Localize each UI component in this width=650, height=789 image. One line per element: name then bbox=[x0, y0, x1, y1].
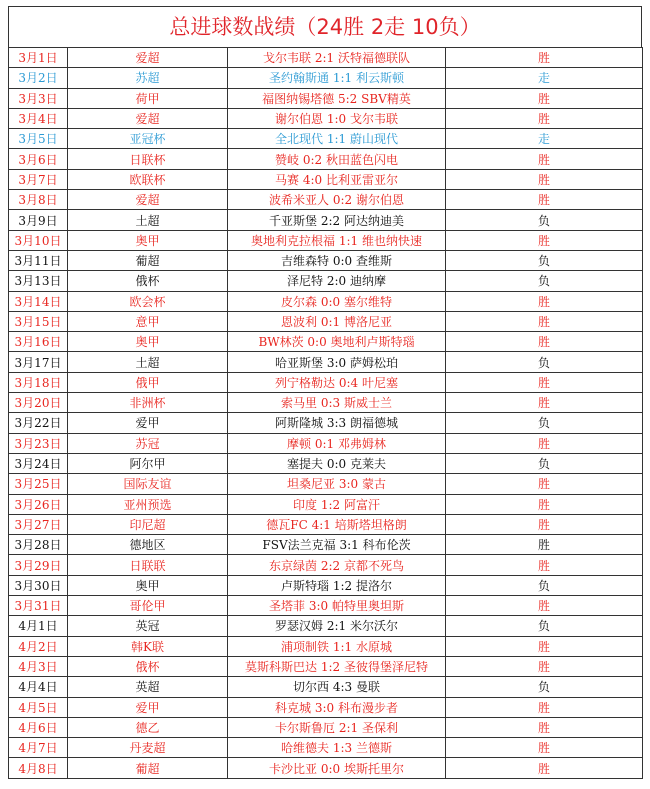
result-cell: 负 bbox=[446, 250, 643, 270]
league-cell: 哥伦甲 bbox=[68, 596, 228, 616]
match-cell: 吉维森特 0:0 查维斯 bbox=[228, 250, 446, 270]
date-cell: 3月15日 bbox=[9, 311, 68, 331]
table-row bbox=[9, 717, 643, 737]
league-cell: 爱超 bbox=[68, 190, 228, 210]
league-cell: 德地区 bbox=[68, 535, 228, 555]
league-cell: 意甲 bbox=[68, 311, 228, 331]
match-cell: 塞提夫 0:0 克莱夫 bbox=[228, 453, 446, 473]
result-cell: 胜 bbox=[446, 555, 643, 575]
match-cell: 谢尔伯恩 1:0 戈尔韦联 bbox=[228, 108, 446, 128]
league-cell: 亚冠杯 bbox=[68, 129, 228, 149]
table-row bbox=[9, 413, 643, 433]
date-cell: 3月6日 bbox=[9, 149, 68, 169]
date-cell: 3月27日 bbox=[9, 514, 68, 534]
match-cell: 索马里 0:3 斯威士兰 bbox=[228, 393, 446, 413]
table-row bbox=[9, 311, 643, 331]
result-cell: 胜 bbox=[446, 494, 643, 514]
league-cell: 俄甲 bbox=[68, 372, 228, 392]
league-cell: 日联杯 bbox=[68, 149, 228, 169]
league-cell: 英超 bbox=[68, 677, 228, 697]
match-cell: 印度 1:2 阿富汗 bbox=[228, 494, 446, 514]
table-row bbox=[9, 474, 643, 494]
match-cell: 马赛 4:0 比利亚雷亚尔 bbox=[228, 169, 446, 189]
result-cell: 负 bbox=[446, 575, 643, 595]
match-cell: 皮尔森 0:0 塞尔维特 bbox=[228, 291, 446, 311]
date-cell: 3月26日 bbox=[9, 494, 68, 514]
league-cell: 亚州预选 bbox=[68, 494, 228, 514]
league-cell: 荷甲 bbox=[68, 88, 228, 108]
date-cell: 3月16日 bbox=[9, 332, 68, 352]
table-row bbox=[9, 352, 643, 372]
date-cell: 3月4日 bbox=[9, 108, 68, 128]
league-cell: 欧会杯 bbox=[68, 291, 228, 311]
league-cell: 葡超 bbox=[68, 758, 228, 778]
date-cell: 3月10日 bbox=[9, 230, 68, 250]
date-cell: 3月8日 bbox=[9, 190, 68, 210]
match-cell: 摩顿 0:1 邓弗姆林 bbox=[228, 433, 446, 453]
league-cell: 欧联杯 bbox=[68, 169, 228, 189]
league-cell: 阿尔甲 bbox=[68, 453, 228, 473]
match-cell: 奥地利克拉根福 1:1 维也纳快速 bbox=[228, 230, 446, 250]
table-row bbox=[9, 230, 643, 250]
result-cell: 胜 bbox=[446, 474, 643, 494]
date-cell: 3月2日 bbox=[9, 68, 68, 88]
date-cell: 4月5日 bbox=[9, 697, 68, 717]
date-cell: 3月28日 bbox=[9, 535, 68, 555]
result-cell: 胜 bbox=[446, 88, 643, 108]
league-cell: 俄杯 bbox=[68, 656, 228, 676]
result-cell: 胜 bbox=[446, 169, 643, 189]
league-cell: 奥甲 bbox=[68, 332, 228, 352]
result-cell: 胜 bbox=[446, 717, 643, 737]
league-cell: 日联联 bbox=[68, 555, 228, 575]
date-cell: 3月25日 bbox=[9, 474, 68, 494]
match-cell: 赞岐 0:2 秋田蓝色闪电 bbox=[228, 149, 446, 169]
result-cell: 胜 bbox=[446, 535, 643, 555]
result-cell: 胜 bbox=[446, 48, 643, 68]
table-row bbox=[9, 169, 643, 189]
match-cell: 哈亚斯堡 3:0 萨姆松珀 bbox=[228, 352, 446, 372]
match-cell: 卢斯特瑙 1:2 提洛尔 bbox=[228, 575, 446, 595]
result-cell: 胜 bbox=[446, 433, 643, 453]
record-sheet bbox=[8, 6, 642, 779]
match-cell: 列宁格勒达 0:4 叶尼塞 bbox=[228, 372, 446, 392]
league-cell: 奥甲 bbox=[68, 230, 228, 250]
match-cell: 圣约翰斯通 1:1 利云斯顿 bbox=[228, 68, 446, 88]
date-cell: 3月30日 bbox=[9, 575, 68, 595]
match-cell: 福图纳锡塔德 5:2 SBV精英 bbox=[228, 88, 446, 108]
table-row bbox=[9, 535, 643, 555]
table-row bbox=[9, 596, 643, 616]
league-cell: 土超 bbox=[68, 352, 228, 372]
match-cell: 切尔西 4:3 曼联 bbox=[228, 677, 446, 697]
date-cell: 3月13日 bbox=[9, 271, 68, 291]
league-cell: 葡超 bbox=[68, 250, 228, 270]
result-cell: 胜 bbox=[446, 291, 643, 311]
table-row bbox=[9, 190, 643, 210]
match-cell: 恩波利 0:1 博洛尼亚 bbox=[228, 311, 446, 331]
table-row bbox=[9, 149, 643, 169]
date-cell: 3月22日 bbox=[9, 413, 68, 433]
result-cell: 胜 bbox=[446, 758, 643, 778]
date-cell: 4月1日 bbox=[9, 616, 68, 636]
match-cell: 东京绿茵 2:2 京都不死鸟 bbox=[228, 555, 446, 575]
league-cell: 爱超 bbox=[68, 48, 228, 68]
date-cell: 3月17日 bbox=[9, 352, 68, 372]
page-title: 总进球数战绩（24胜 2走 10负） bbox=[8, 6, 642, 47]
result-cell: 负 bbox=[446, 413, 643, 433]
table-row bbox=[9, 68, 643, 88]
table-row bbox=[9, 494, 643, 514]
table-row bbox=[9, 758, 643, 778]
result-cell: 负 bbox=[446, 271, 643, 291]
league-cell: 丹麦超 bbox=[68, 738, 228, 758]
result-cell: 胜 bbox=[446, 738, 643, 758]
date-cell: 3月20日 bbox=[9, 393, 68, 413]
result-cell: 胜 bbox=[446, 149, 643, 169]
result-cell: 胜 bbox=[446, 656, 643, 676]
league-cell: 德乙 bbox=[68, 717, 228, 737]
table-row bbox=[9, 48, 643, 68]
match-cell: 浦项制铁 1:1 水原城 bbox=[228, 636, 446, 656]
results-table-body bbox=[9, 48, 643, 779]
table-row bbox=[9, 250, 643, 270]
league-cell: 韩K联 bbox=[68, 636, 228, 656]
table-row bbox=[9, 555, 643, 575]
league-cell: 奥甲 bbox=[68, 575, 228, 595]
match-cell: 千亚斯堡 2:2 阿达纳迪美 bbox=[228, 210, 446, 230]
match-cell: 莫斯科斯巴达 1:2 圣彼得堡泽尼特 bbox=[228, 656, 446, 676]
table-row bbox=[9, 656, 643, 676]
result-cell: 负 bbox=[446, 210, 643, 230]
results-table bbox=[8, 47, 643, 779]
result-cell: 走 bbox=[446, 68, 643, 88]
table-row bbox=[9, 433, 643, 453]
league-cell: 国际友谊 bbox=[68, 474, 228, 494]
table-row bbox=[9, 393, 643, 413]
date-cell: 3月24日 bbox=[9, 453, 68, 473]
league-cell: 爱甲 bbox=[68, 413, 228, 433]
result-cell: 胜 bbox=[446, 596, 643, 616]
table-row bbox=[9, 636, 643, 656]
date-cell: 3月3日 bbox=[9, 88, 68, 108]
table-row bbox=[9, 616, 643, 636]
result-cell: 胜 bbox=[446, 636, 643, 656]
date-cell: 3月14日 bbox=[9, 291, 68, 311]
match-cell: 全北现代 1:1 蔚山现代 bbox=[228, 129, 446, 149]
result-cell: 负 bbox=[446, 616, 643, 636]
date-cell: 3月18日 bbox=[9, 372, 68, 392]
league-cell: 印尼超 bbox=[68, 514, 228, 534]
table-row bbox=[9, 108, 643, 128]
league-cell: 爱甲 bbox=[68, 697, 228, 717]
result-cell: 胜 bbox=[446, 514, 643, 534]
match-cell: 圣塔菲 3:0 帕特里奥坦斯 bbox=[228, 596, 446, 616]
table-row bbox=[9, 210, 643, 230]
date-cell: 3月1日 bbox=[9, 48, 68, 68]
result-cell: 负 bbox=[446, 677, 643, 697]
date-cell: 3月23日 bbox=[9, 433, 68, 453]
date-cell: 4月4日 bbox=[9, 677, 68, 697]
table-row bbox=[9, 575, 643, 595]
date-cell: 4月3日 bbox=[9, 656, 68, 676]
result-cell: 胜 bbox=[446, 393, 643, 413]
league-cell: 非洲杯 bbox=[68, 393, 228, 413]
league-cell: 苏冠 bbox=[68, 433, 228, 453]
result-cell: 胜 bbox=[446, 108, 643, 128]
date-cell: 3月29日 bbox=[9, 555, 68, 575]
table-row bbox=[9, 332, 643, 352]
league-cell: 苏超 bbox=[68, 68, 228, 88]
result-cell: 胜 bbox=[446, 190, 643, 210]
league-cell: 爱超 bbox=[68, 108, 228, 128]
match-cell: 卡沙比亚 0:0 埃斯托里尔 bbox=[228, 758, 446, 778]
result-cell: 胜 bbox=[446, 311, 643, 331]
match-cell: FSV法兰克福 3:1 科布伦茨 bbox=[228, 535, 446, 555]
date-cell: 4月8日 bbox=[9, 758, 68, 778]
date-cell: 3月5日 bbox=[9, 129, 68, 149]
table-row bbox=[9, 697, 643, 717]
match-cell: 阿斯隆城 3:3 朗福德城 bbox=[228, 413, 446, 433]
table-row bbox=[9, 738, 643, 758]
date-cell: 3月31日 bbox=[9, 596, 68, 616]
match-cell: 坦桑尼亚 3:0 蒙古 bbox=[228, 474, 446, 494]
match-cell: 波希米亚人 0:2 谢尔伯恩 bbox=[228, 190, 446, 210]
table-row bbox=[9, 291, 643, 311]
table-row bbox=[9, 271, 643, 291]
table-row bbox=[9, 129, 643, 149]
table-row bbox=[9, 453, 643, 473]
date-cell: 4月6日 bbox=[9, 717, 68, 737]
match-cell: 科克城 3:0 科布漫步者 bbox=[228, 697, 446, 717]
date-cell: 4月2日 bbox=[9, 636, 68, 656]
result-cell: 胜 bbox=[446, 332, 643, 352]
result-cell: 走 bbox=[446, 129, 643, 149]
match-cell: 罗瑟汉姆 2:1 米尔沃尔 bbox=[228, 616, 446, 636]
table-row bbox=[9, 372, 643, 392]
match-cell: 哈维德夫 1:3 兰德斯 bbox=[228, 738, 446, 758]
date-cell: 4月7日 bbox=[9, 738, 68, 758]
match-cell: 德瓦FC 4:1 培斯塔坦格朗 bbox=[228, 514, 446, 534]
result-cell: 负 bbox=[446, 352, 643, 372]
result-cell: 胜 bbox=[446, 697, 643, 717]
match-cell: 卡尔斯鲁厄 2:1 圣保利 bbox=[228, 717, 446, 737]
date-cell: 3月9日 bbox=[9, 210, 68, 230]
league-cell: 俄杯 bbox=[68, 271, 228, 291]
result-cell: 负 bbox=[446, 453, 643, 473]
result-cell: 胜 bbox=[446, 372, 643, 392]
date-cell: 3月11日 bbox=[9, 250, 68, 270]
table-row bbox=[9, 514, 643, 534]
league-cell: 英冠 bbox=[68, 616, 228, 636]
result-cell: 胜 bbox=[446, 230, 643, 250]
date-cell: 3月7日 bbox=[9, 169, 68, 189]
match-cell: 戈尔韦联 2:1 沃特福德联队 bbox=[228, 48, 446, 68]
table-row bbox=[9, 88, 643, 108]
match-cell: BW林茨 0:0 奥地利卢斯特瑙 bbox=[228, 332, 446, 352]
table-row bbox=[9, 677, 643, 697]
league-cell: 土超 bbox=[68, 210, 228, 230]
match-cell: 泽尼特 2:0 迪纳摩 bbox=[228, 271, 446, 291]
